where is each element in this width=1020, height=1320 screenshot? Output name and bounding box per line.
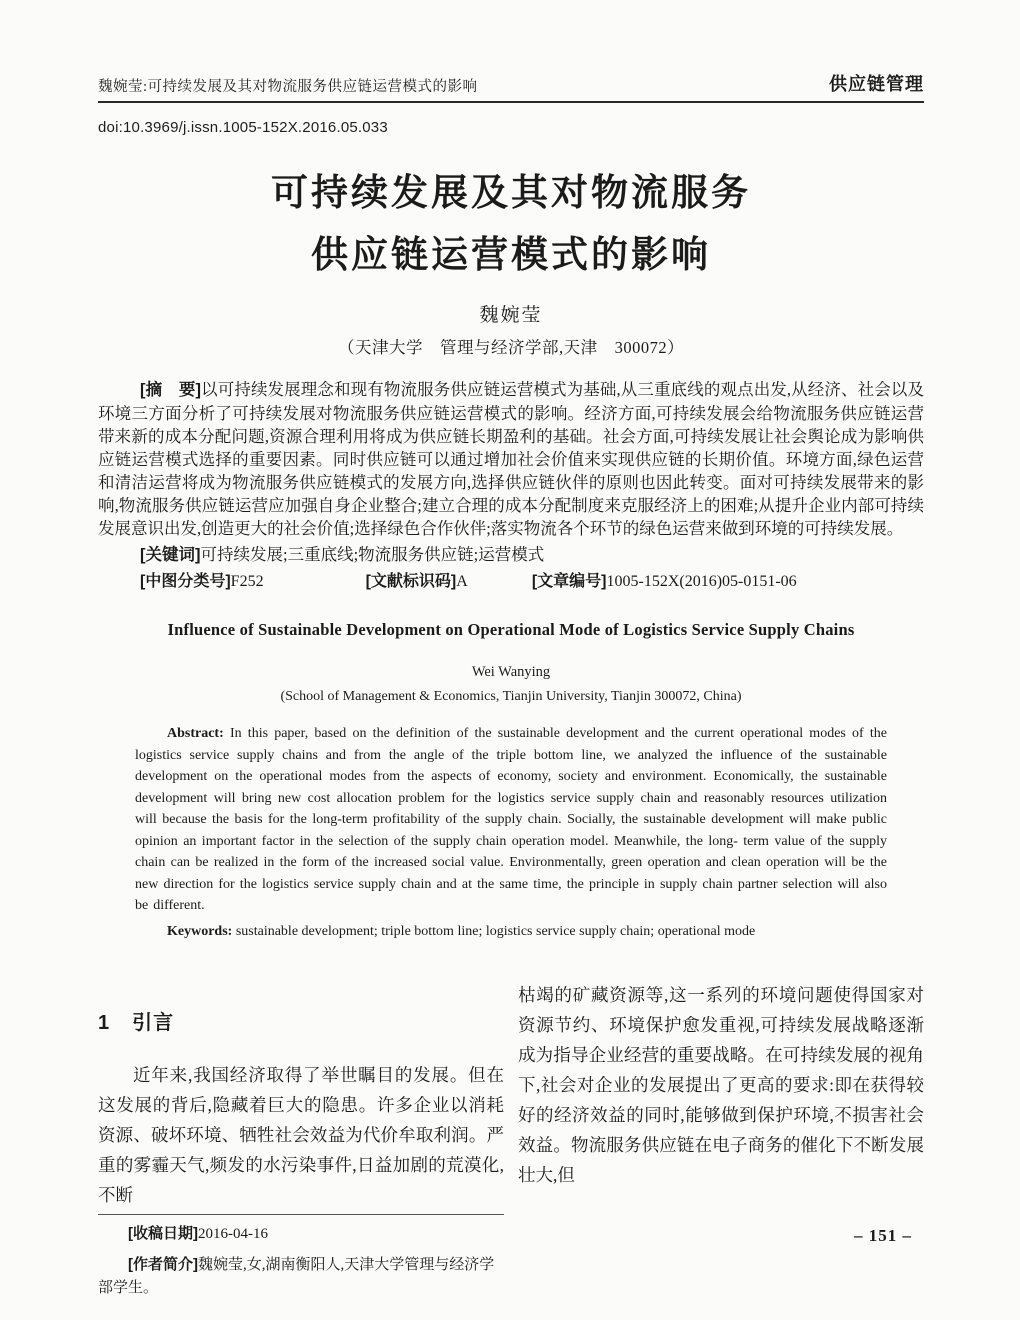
- author-bio-label: [作者简介]: [128, 1256, 198, 1273]
- section-1-number: 1: [98, 1012, 111, 1034]
- right-column: [518, 980, 924, 1300]
- affiliation-en: (School of Management & Economics, Tianjin University, Tianjin 300072, China): [280, 689, 742, 704]
- received-date-label: [收稿日期]: [128, 1225, 198, 1242]
- article-title-zh: [98, 162, 924, 286]
- author-name-zh: 魏婉莹: [479, 305, 543, 326]
- abstract-en-label: Abstract:: [167, 726, 224, 741]
- clc-number: [140, 573, 264, 590]
- affiliation-zh: （天津大学 管理与经济学部,天津 300072）: [337, 338, 685, 357]
- page-header: [98, 70, 924, 103]
- article-title-zh-line2: 供应链运营模式的影响: [311, 234, 711, 275]
- keywords-zh-text: 可持续发展;三重底线;物流服务供应链;运营模式: [200, 545, 545, 564]
- keywords-zh-label: [关键词]: [140, 546, 201, 564]
- clc-number-value: F252: [230, 573, 264, 590]
- section-1-title: 引言: [132, 1012, 175, 1034]
- author-name-en: Wei Wanying: [471, 664, 551, 680]
- abstract-zh-label: [摘 要]: [140, 381, 201, 399]
- abstract-zh-text: 以可持续发展理念和现有物流服务供应链运营模式为基础,从三重底线的观点出发,从经济、社会以及环境三方面分析了可持续发展对物流服务供应链运营模式的影响。经济方面,可持续发展会给物流服务供应链运营带来新的成本分配问题,资源合理利用将成为供应链长期盈利的基础。社会方面,可持续发展让社会舆论成为影响供应链运营模式选择的重要因素。同时供应链可以通过增加社会价值来实现供应链的长期价值。环境方面,绿色运营和清洁运营将成为物流服务供应链模式的发展方向,选择供应链伙伴的原则也因此转变。面对可持续发展带来的影响,物流服务供应链运营应加强自身企业整合;建立合理的成本分配制度来克服经济上的困难;从提升企业内部可持续发展意识出发,创造更大的社会价值;选择绿色合作伙伴;落实物流各个环节的绿色运营来做到环境的可持续发展。: [98, 380, 924, 538]
- doi-line: doi:10.3969/j.issn.1005-152X.2016.05.033: [98, 119, 388, 136]
- received-date-note: [98, 1222, 504, 1246]
- running-title: 魏婉莹:可持续发展及其对物流服务供应链运营模式的影响: [98, 79, 478, 95]
- article-title-en: Influence of Sustainable Development on Operational Mode of Logistics Service Supply Chains: [167, 620, 855, 639]
- keywords-en-text: sustainable development; triple bottom line; logistics service supply chain; operational mode: [235, 923, 756, 939]
- author-bio-value: 魏婉莹,女,湖南衡阳人,天津大学管理与经济学部学生。: [98, 1257, 495, 1296]
- classification-line: [98, 570, 924, 593]
- abstract-en-text: In this paper, based on the definition of the sustainable development and the current operational modes of the logistics service supply chains and from the angle of the triple bottom line, we analyzed the influence of the sustainable development on the operational modes from the aspects of economy, society and environment. Economically, the sustainable development will bring new cost allocation problem for the logistics service supply chain and reasonably resources utilization will because the basis for the long-term profitability of the supply chain. Socially, the sustainable development will make public opinion an important factor in the selection of the supply chain operation model. Meanwhile, the long- term value of the supply chain can be realized in the form of the increased social value. Environmentally, green operation and clean operation will be the new direction for the logistics service supply chain and at the same time, the principle in supply chain partner selection will also be different.: [135, 726, 887, 913]
- section-1-heading: [98, 1006, 504, 1035]
- header-rule: [98, 101, 924, 103]
- received-date-value: 2016-04-16: [198, 1226, 268, 1242]
- left-column: [98, 980, 504, 1300]
- keywords-en-label: Keywords:: [167, 923, 233, 939]
- document-code-label: [文献标识码]: [365, 573, 457, 590]
- keywords-zh: [98, 543, 924, 567]
- intro-paragraph-left: 近年来,我国经济取得了举世瞩目的发展。但在这发展的背后,隐藏着巨大的隐患。许多企业以消耗资源、破坏环境、牺牲社会效益为代价牟取利润。严重的雾霾天气,频发的水污染事件,日益加剧的荒漠化,不断: [98, 1065, 504, 1205]
- article-id-label: [文章编号]: [531, 573, 607, 590]
- intro-paragraph-right: 枯竭的矿藏资源等,这一系列的环境问题使得国家对资源节约、环境保护愈发重视,可持续发展战略逐渐成为指导企业经营的重要战略。在可持续发展的视角下,社会对企业的发展提出了更高的要求:即在获得较好的经济效益的同时,能够做到保护环境,不损害社会效益。物流服务供应链在电子商务的催化下不断发展壮大,但: [518, 985, 924, 1185]
- journal-section-label: 供应链管理: [829, 74, 924, 94]
- document-code-value: A: [456, 573, 468, 590]
- footnote-rule: [98, 1214, 504, 1215]
- running-head-row: [98, 70, 924, 96]
- article-title-zh-line1: 可持续发展及其对物流服务: [271, 172, 751, 213]
- article-id-value: 1005-152X(2016)05-0151-06: [606, 573, 797, 590]
- abstract-zh: [98, 378, 924, 540]
- article-id: [532, 573, 797, 590]
- page-number: – 151 –: [854, 1226, 912, 1245]
- keywords-en: [135, 921, 887, 943]
- document-code: [366, 573, 468, 590]
- clc-number-label: [中图分类号]: [140, 573, 231, 590]
- author-bio-note: [98, 1253, 504, 1300]
- body-columns: [98, 980, 924, 1300]
- abstract-en: [135, 723, 887, 917]
